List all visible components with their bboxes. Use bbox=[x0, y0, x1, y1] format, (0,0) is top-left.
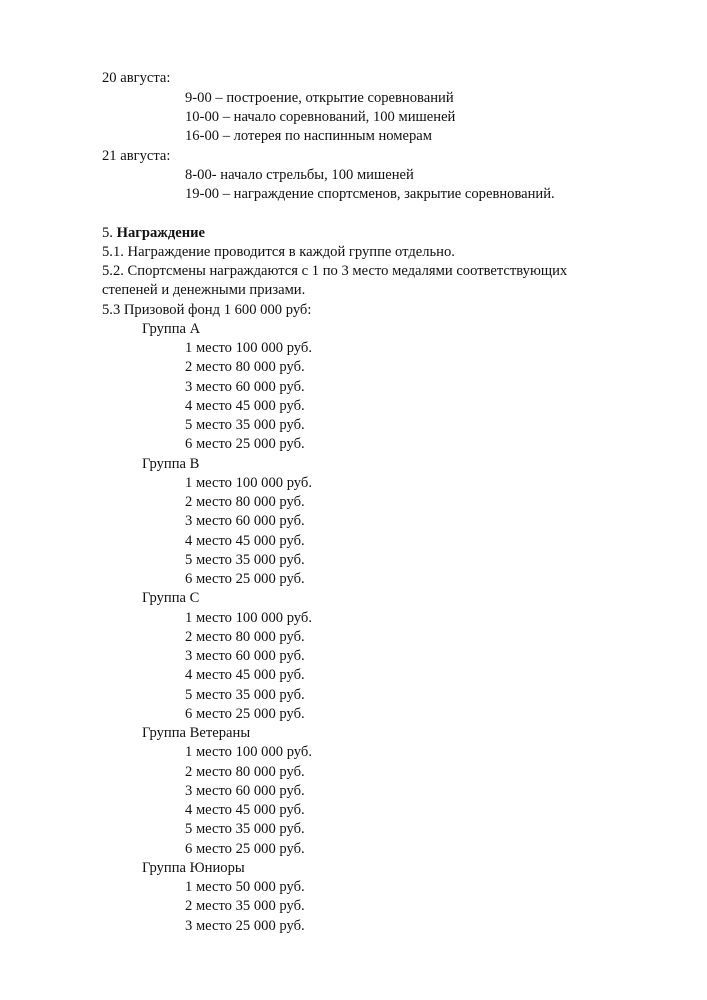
prize-place: 2 место 80 000 руб. bbox=[185, 764, 305, 780]
section-number: 5. bbox=[102, 225, 117, 241]
prize-place: 3 место 25 000 руб. bbox=[185, 918, 305, 934]
prize-place: 6 место 25 000 руб. bbox=[185, 571, 305, 587]
prize-place: 5 место 35 000 руб. bbox=[185, 417, 305, 433]
prize-place: 3 место 60 000 руб. bbox=[185, 648, 305, 664]
prize-place: 1 место 100 000 руб. bbox=[185, 475, 312, 491]
paragraph-5-3: 5.3 Призовой фонд 1 600 000 руб: bbox=[102, 302, 312, 318]
paragraph-5-2: 5.2. Спортсмены награждаются с 1 по 3 место медалями соответствующих bbox=[102, 263, 568, 279]
paragraph-5-1: 5.1. Награждение проводится в каждой группе отдельно. bbox=[102, 244, 455, 260]
prize-place: 6 место 25 000 руб. bbox=[185, 436, 305, 452]
schedule-event: 9-00 – построение, открытие соревнований bbox=[185, 90, 454, 106]
schedule-event: 16-00 – лотерея по наспинным номерам bbox=[185, 128, 433, 144]
prize-place: 6 место 25 000 руб. bbox=[185, 841, 305, 857]
group-name: Группа Юниоры bbox=[142, 860, 245, 876]
group-name: Группа Ветераны bbox=[142, 725, 251, 741]
prize-place: 1 место 100 000 руб. bbox=[185, 744, 312, 760]
paragraph-5-2-cont: степеней и денежными призами. bbox=[102, 282, 306, 298]
prize-place: 4 место 45 000 руб. bbox=[185, 533, 305, 549]
prize-place: 1 место 50 000 руб. bbox=[185, 879, 305, 895]
prize-place: 1 место 100 000 руб. bbox=[185, 610, 312, 626]
prize-place: 5 место 35 000 руб. bbox=[185, 552, 305, 568]
schedule-date: 21 августа: bbox=[102, 148, 171, 164]
prize-place: 2 место 80 000 руб. bbox=[185, 494, 305, 510]
prize-place: 2 место 35 000 руб. bbox=[185, 898, 305, 914]
section-title: Награждение bbox=[116, 225, 206, 241]
schedule-event: 8-00- начало стрельбы, 100 мишеней bbox=[185, 167, 414, 183]
group-name: Группа С bbox=[142, 590, 200, 606]
prize-place: 5 место 35 000 руб. bbox=[185, 821, 305, 837]
prize-place: 2 место 80 000 руб. bbox=[185, 359, 305, 375]
prize-place: 3 место 60 000 руб. bbox=[185, 783, 305, 799]
group-name: Группа А bbox=[142, 321, 201, 337]
prize-place: 3 место 60 000 руб. bbox=[185, 379, 305, 395]
prize-place: 3 место 60 000 руб. bbox=[185, 513, 305, 529]
prize-place: 1 место 100 000 руб. bbox=[185, 340, 312, 356]
prize-place: 4 место 45 000 руб. bbox=[185, 667, 305, 683]
prize-place: 4 место 45 000 руб. bbox=[185, 802, 305, 818]
schedule-date: 20 августа: bbox=[102, 70, 171, 86]
prize-place: 6 место 25 000 руб. bbox=[185, 706, 305, 722]
group-name: Группа В bbox=[142, 456, 200, 472]
prize-place: 5 место 35 000 руб. bbox=[185, 687, 305, 703]
schedule-event: 19-00 – награждение спортсменов, закрытие соревнований. bbox=[185, 186, 555, 202]
prize-place: 4 место 45 000 руб. bbox=[185, 398, 305, 414]
section-heading bbox=[102, 224, 205, 243]
schedule-event: 10-00 – начало соревнований, 100 мишеней bbox=[185, 109, 456, 125]
prize-place: 2 место 80 000 руб. bbox=[185, 629, 305, 645]
